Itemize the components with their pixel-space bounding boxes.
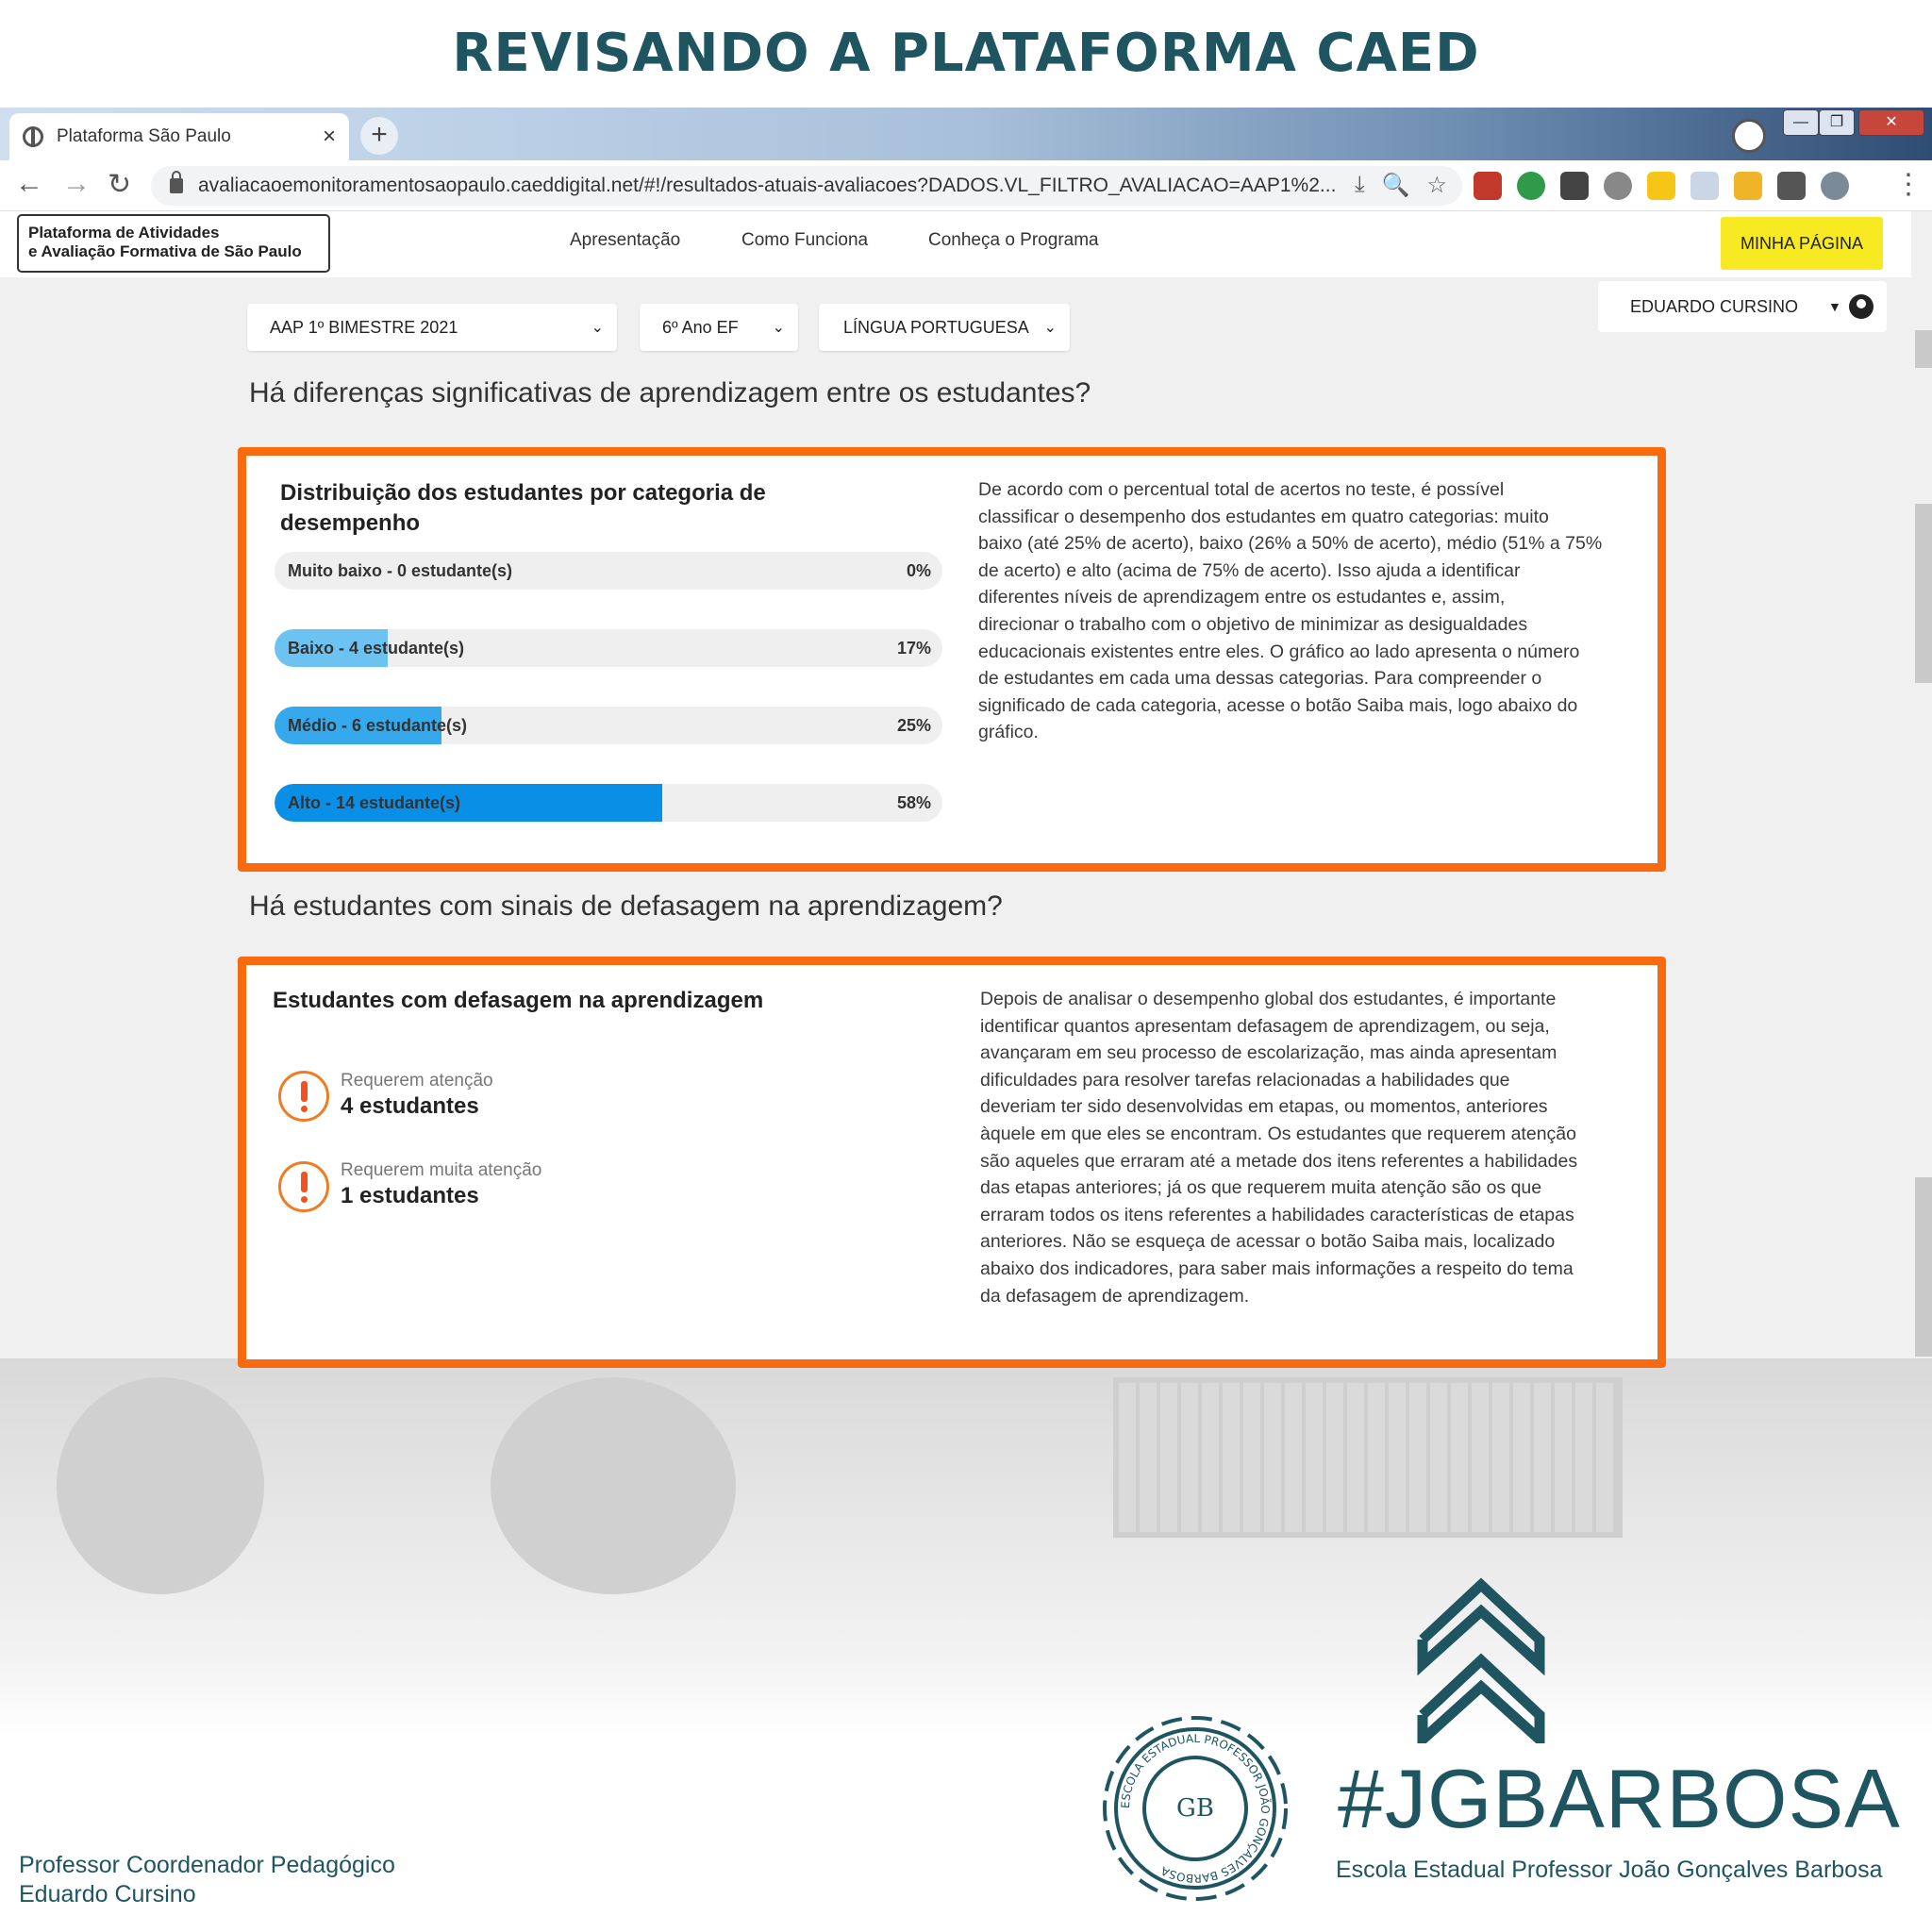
scrollbar-thumb-secondary[interactable] — [1915, 504, 1932, 683]
minha-pagina-button[interactable]: MINHA PÁGINA — [1721, 217, 1883, 270]
extension-window-icon[interactable] — [1690, 172, 1719, 200]
install-icon[interactable]: ⤓ — [1354, 172, 1365, 197]
school-name: Escola Estadual Professor João Gonçalves Barbosa — [1336, 1857, 1883, 1883]
performance-bar-row — [275, 784, 942, 822]
chevron-down-icon: ⌄ — [772, 320, 785, 336]
tab-title: Plataforma São Paulo — [57, 126, 231, 146]
performance-bar-label: Muito baixo - 0 estudante(s) — [288, 561, 513, 580]
description-line: anteriores. Não se esqueça de acessar o botão Saiba mais, localizado — [980, 1231, 1556, 1253]
chevron-up-logo-icon — [1415, 1574, 1547, 1743]
school-seal-logo — [1094, 1707, 1296, 1909]
bookmark-star-icon[interactable]: ☆ — [1426, 173, 1447, 198]
exclamation-icon — [278, 1071, 329, 1122]
description-line: das etapas anteriores; já os que requerem muita atenção são os que — [980, 1177, 1542, 1199]
browser-profile-icon[interactable] — [1732, 119, 1766, 153]
tab-close-icon[interactable]: × — [322, 124, 336, 149]
browser-tab-bar — [0, 108, 1932, 160]
site-logo[interactable] — [17, 214, 330, 273]
browser-menu-icon[interactable]: ⋮ — [1894, 169, 1923, 200]
nav-como-funciona[interactable]: Como Funciona — [741, 230, 869, 250]
exclamation-icon — [278, 1161, 329, 1212]
globe-icon — [23, 126, 43, 147]
description-line: educacionais existentes entre eles. O gráfico ao lado apresenta o número — [978, 641, 1580, 662]
card-title — [280, 478, 766, 539]
seal-text: ESCOLA ESTADUAL PROFESSOR JOÃO GONÇALVES BARBOSA — [1118, 1731, 1273, 1886]
performance-bar-percent: 17% — [896, 639, 931, 658]
performance-bar-percent: 0% — [906, 561, 931, 580]
maximize-button[interactable]: ❐ — [1819, 109, 1855, 136]
description-line: avançaram em seu processo de escolarização, mas ainda apresentam — [980, 1042, 1557, 1064]
reload-button[interactable]: ↻ — [108, 169, 132, 200]
scrollbar-thumb[interactable] — [1915, 330, 1932, 368]
description-line: identificar quantos apresentam defasagem de aprendizagem, ou seja, — [980, 1015, 1550, 1037]
address-bar-row — [0, 160, 1932, 211]
section-question-2: Há estudantes com sinais de defasagem na aprendizagem? — [249, 891, 1003, 922]
web-page — [0, 211, 1932, 1358]
performance-bar-label: Baixo - 4 estudante(s) — [288, 639, 465, 658]
description-line: direcionar o trabalho com o objetivo de minimizar as desigualdades — [978, 613, 1528, 635]
caret-down-icon: ▼ — [1828, 299, 1841, 314]
puzzle-icon[interactable] — [1777, 172, 1806, 200]
user-icon — [1849, 294, 1874, 319]
description-line: baixo (até 25% de acerto), baixo (26% a 50% de acerto), médio (51% a 75% — [978, 533, 1603, 555]
card-title: Estudantes com defasagem na aprendizagem — [273, 988, 764, 1013]
extension-grid-icon[interactable] — [1560, 172, 1589, 200]
extension-shield-icon[interactable] — [1647, 172, 1675, 200]
performance-bar-percent: 25% — [896, 716, 931, 735]
school-hashtag: #JGBARBOSA — [1338, 1752, 1901, 1845]
description-line: de acerto) e alto (acima de 75% de acerto). Isso ajuda a identificar — [978, 559, 1521, 581]
description-line: diferentes níveis de aprendizagem entre os estudantes e, assim, — [978, 587, 1506, 608]
performance-bar-label: Médio - 6 estudante(s) — [288, 716, 468, 735]
browser-tab[interactable] — [9, 113, 349, 160]
performance-bar-percent: 58% — [896, 793, 931, 812]
nav-apresentacao[interactable]: Apresentação — [570, 230, 681, 250]
description-line: de estudantes em cada uma dessas categorias. Para compreender o — [978, 668, 1542, 690]
close-window-button[interactable]: ✕ — [1858, 109, 1924, 136]
performance-bar-row — [275, 707, 942, 744]
description-line: dificuldades para resolver tarefas relacionadas a habilidades que — [980, 1069, 1510, 1091]
lock-icon — [170, 178, 183, 193]
seal-monogram: GB — [1176, 1794, 1214, 1823]
user-menu[interactable] — [1598, 281, 1887, 332]
filter-disciplina-value: LÍNGUA PORTUGUESA — [843, 317, 1029, 337]
card-description — [980, 986, 1659, 1309]
filter-avaliacao-value: AAP 1º BIMESTRE 2021 — [270, 317, 458, 337]
alert-label-atencao: Requerem atenção — [341, 1071, 493, 1091]
performance-distribution-card — [238, 447, 1666, 872]
performance-bar-row — [275, 552, 942, 590]
performance-bar-row — [275, 629, 942, 667]
extension-thumb-icon[interactable] — [1734, 172, 1762, 200]
description-lines — [978, 476, 1657, 746]
extension-new-icon[interactable] — [1474, 172, 1502, 200]
alert-label-muita-atencao: Requerem muita atenção — [341, 1160, 542, 1180]
description-line: classificar o desempenho dos estudantes em quatro categorias: muito — [978, 506, 1549, 527]
description-line: àquele em que eles se encontram. Os estudantes que requerem atenção — [980, 1123, 1576, 1144]
extension-icons — [1474, 172, 1849, 200]
chevron-down-icon: ⌄ — [591, 320, 604, 336]
site-header — [0, 211, 1932, 277]
filter-disciplina-select[interactable] — [819, 304, 1070, 351]
new-tab-button[interactable]: + — [360, 117, 398, 155]
learning-gap-card — [238, 957, 1666, 1368]
extension-apple-icon[interactable] — [1604, 172, 1632, 200]
alert-count-muita-atencao: 1 estudantes — [341, 1183, 479, 1208]
description-line: erraram todos os itens referentes a habilidades características de etapas — [980, 1204, 1574, 1225]
logo-line-1: Plataforma de Atividades — [28, 224, 220, 242]
description-line: Depois de analisar o desempenho global dos estudantes, é importante — [980, 989, 1557, 1009]
description-line: abaixo dos indicadores, para saber mais informações a respeito do tema — [980, 1257, 1574, 1279]
zoom-icon[interactable]: 🔍 — [1381, 173, 1410, 198]
background-photo — [0, 1358, 1932, 1736]
performance-bar-label: Alto - 14 estudante(s) — [288, 793, 461, 812]
filter-ano-value: 6º Ano EF — [662, 317, 739, 337]
description-lines — [980, 986, 1659, 1309]
description-line: gráfico. — [978, 722, 1039, 743]
chevron-down-icon: ⌄ — [1043, 320, 1057, 336]
background-tree — [491, 1377, 736, 1594]
card-title-line-1: Distribuição dos estudantes por categoria de — [280, 480, 766, 506]
card-title-line-2: desempenho — [280, 510, 421, 536]
user-name: EDUARDO CURSINO — [1630, 296, 1799, 316]
url-field[interactable] — [151, 166, 1462, 206]
filter-avaliacao-select[interactable] — [247, 304, 617, 351]
nav-conheca-programa[interactable]: Conheça o Programa — [928, 230, 1099, 250]
url-text: avaliacaoemonitoramentosaopaulo.caeddigital.net/#!/resultados-atuais-avaliacoes?DADOS.VL_FILTRO_AVALIACAO=AAP1%2... — [198, 175, 1337, 196]
description-line: deveriam ter sido desenvolvidas em etapas, ou momentos, anteriores — [980, 1096, 1548, 1118]
background-building — [1113, 1377, 1623, 1538]
description-line: De acordo com o percentual total de acertos no teste, é possível — [978, 479, 1505, 500]
scrollbar-thumb-lower[interactable] — [1915, 1177, 1932, 1357]
author-role: Professor Coordenador Pedagógico — [19, 1852, 395, 1878]
description-line: significado de cada categoria, acesse o botão Saiba mais, logo abaixo do — [978, 694, 1578, 716]
extension-chrome-icon[interactable] — [1517, 172, 1545, 200]
slide-title: REVISANDO A PLATAFORMA CAED — [452, 23, 1480, 84]
minimize-button[interactable]: — — [1783, 109, 1819, 136]
filter-ano-select[interactable] — [640, 304, 798, 351]
author-credit — [19, 1851, 395, 1909]
back-button[interactable]: ← — [15, 168, 43, 199]
profile-avatar-icon[interactable] — [1821, 172, 1849, 200]
description-line: são aqueles que erraram até a metade dos itens referentes a habilidades — [980, 1150, 1578, 1172]
forward-button[interactable]: → — [62, 168, 91, 199]
logo-line-2: e Avaliação Formativa de São Paulo — [28, 242, 302, 260]
card-description — [978, 476, 1657, 746]
section-question-1: Há diferenças significativas de aprendizagem entre os estudantes? — [249, 377, 1091, 408]
background-tree — [57, 1377, 264, 1594]
description-line: da defasagem de aprendizagem. — [980, 1285, 1250, 1307]
author-name: Eduardo Cursino — [19, 1881, 196, 1907]
alert-count-atencao: 4 estudantes — [341, 1093, 479, 1119]
